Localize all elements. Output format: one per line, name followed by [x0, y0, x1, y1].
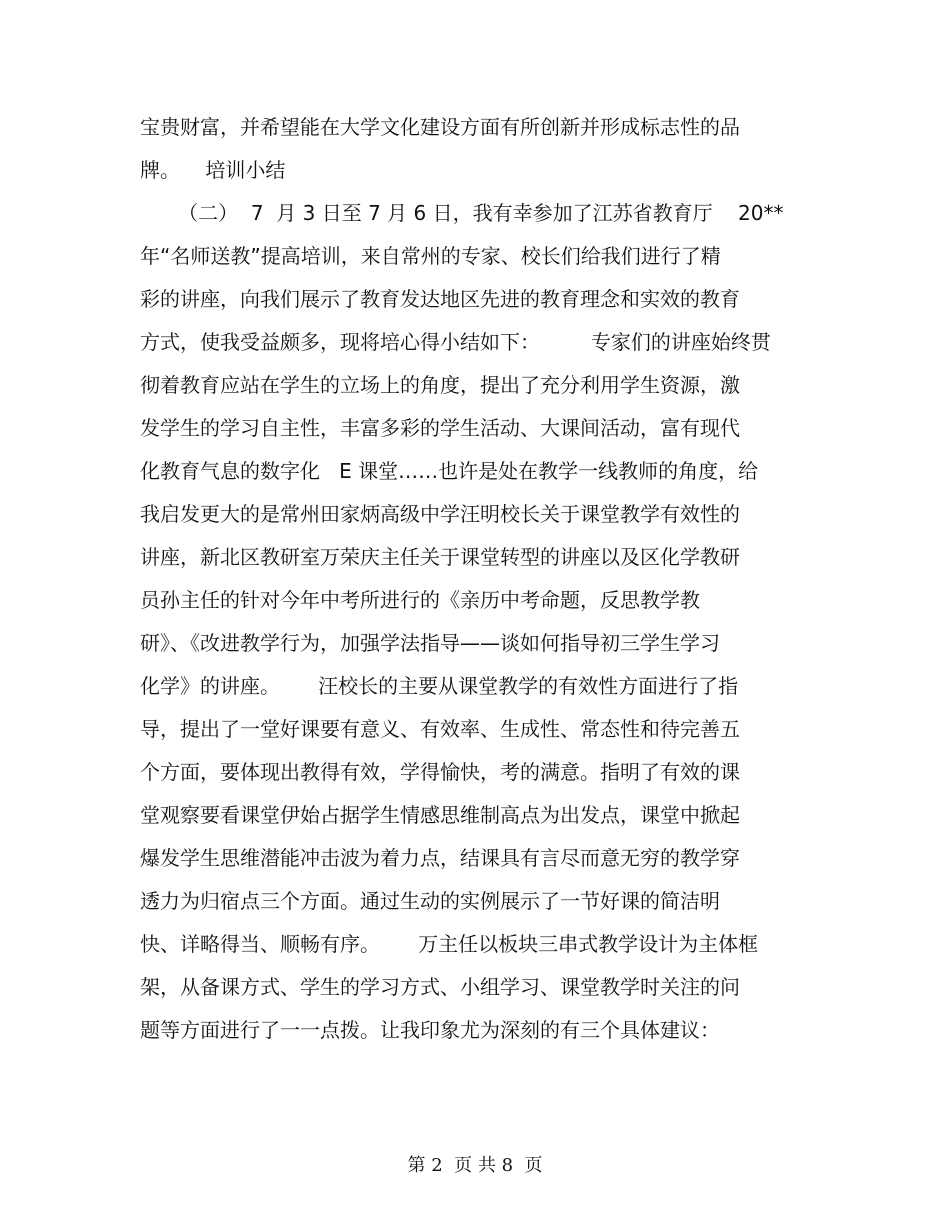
text-line: 方式，使我受益颇多，现将培心得小结如下： 专家们的讲座始终贯: [140, 330, 771, 354]
text-line: 个方面，要体现出教得有效，学得愉快，考的满意。指明了有效的课: [140, 760, 740, 784]
text-line: 透力为归宿点三个方面。通过生动的实例展示了一节好课的简洁明: [140, 889, 720, 913]
text-line: 堂观察要看课堂伊始占据学生情感思维制高点为出发点，课堂中掀起: [140, 803, 740, 827]
text-line: （二） 7 月 3 日至 7 月 6 日，我有幸参加了江苏省教育厅 20**: [140, 201, 784, 225]
text-line: 我启发更大的是常州田家炳高级中学汪明校长关于课堂教学有效性的: [140, 502, 740, 526]
text-line: 年“名师送教”提高培训，来自常州的专家、校长们给我们进行了精: [140, 244, 721, 268]
page-number-footer: 第 2 页 共 8 页: [407, 1155, 543, 1176]
text-line: 题等方面进行了一一点拨。让我印象尤为深刻的有三个具体建议：: [140, 1018, 720, 1042]
text-line: 导，提出了一堂好课要有意义、有效率、生成性、常态性和待完善五: [140, 717, 740, 741]
text-line: 彩的讲座，向我们展示了教育发达地区先进的教育理念和实效的教育: [140, 287, 740, 311]
text-line: 化教育气息的数字化 E 课堂……也许是处在教学一线教师的角度，给: [140, 459, 759, 483]
text-line: 牌。 培训小结: [140, 158, 286, 182]
text-line: 彻着教育应站在学生的立场上的角度，提出了充分利用学生资源，激: [140, 373, 740, 397]
text-line: 宝贵财富，并希望能在大学文化建设方面有所创新并形成标志性的品: [140, 115, 740, 139]
text-line: 化学》的讲座。 汪校长的主要从课堂教学的有效性方面进行了指: [140, 674, 739, 698]
text-line: 员孙主任的针对今年中考所进行的《亲历中考命题，反思教学教: [140, 588, 700, 612]
text-line: 发学生的学习自主性，丰富多彩的学生活动、大课间活动，富有现代: [140, 416, 740, 440]
text-line: 讲座，新北区教研室万荣庆主任关于课堂转型的讲座以及区化学教研: [140, 545, 740, 569]
text-line: 快、详略得当、顺畅有序。 万主任以板块三串式教学设计为主体框: [140, 932, 759, 956]
text-line: 爆发学生思维潜能冲击波为着力点，结课具有言尽而意无穷的教学穿: [140, 846, 740, 870]
text-line: 架，从备课方式、学生的学习方式、小组学习、课堂教学时关注的问: [140, 975, 740, 999]
text-line: 研》、《改进教学行为，加强学法指导——谈如何指导初三学生学习: [140, 631, 720, 655]
